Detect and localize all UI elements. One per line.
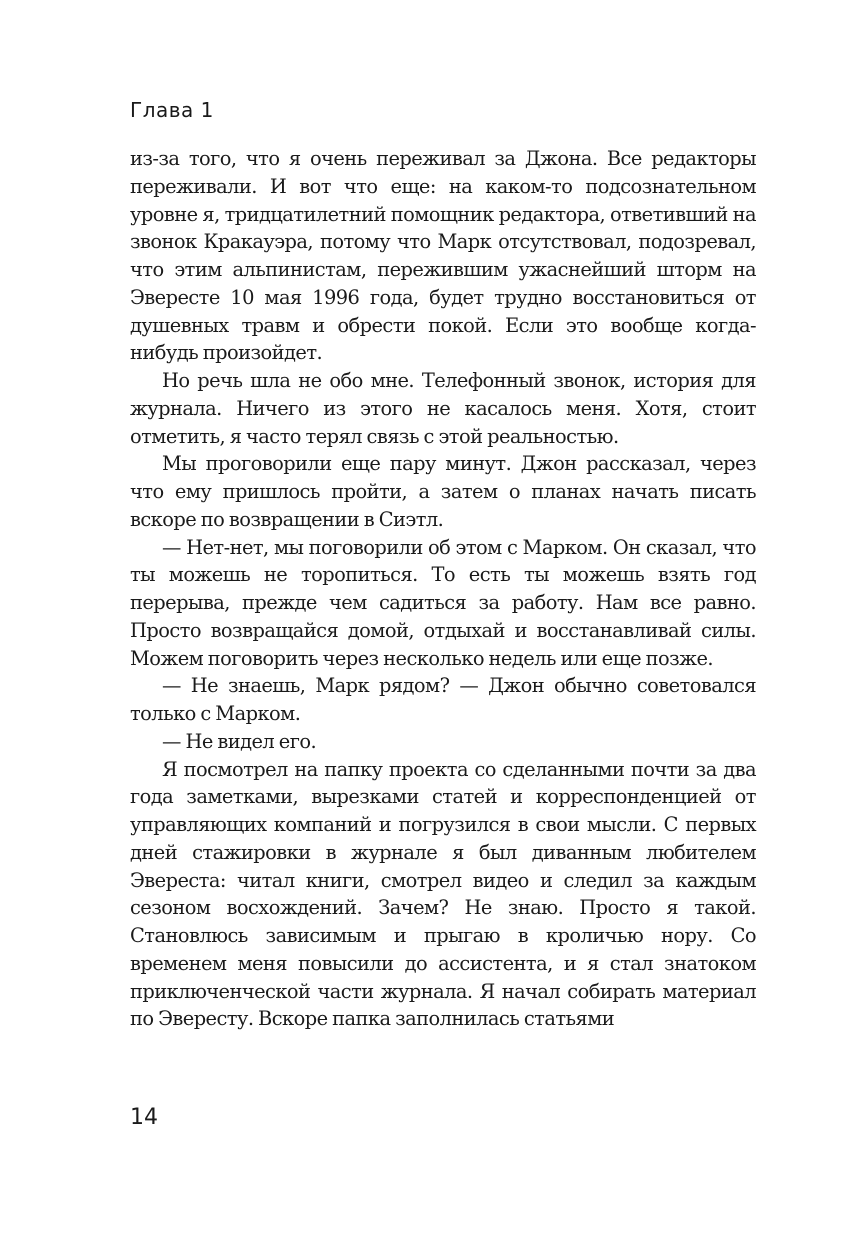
body-text (130, 145, 756, 1033)
dialogue-paragraph: — Не видел его. (162, 729, 317, 753)
page-number: 14 (130, 1105, 158, 1130)
paragraph: из-за того, что я очень переживал за Джона. Все редакторы переживали. И вот что еще: на каком-то подсознательном уровне я, тридцатилетний помощник редактора, ответивший на звонок Кракауэра, потому что Марк отсутствовал, подозревал, что этим альпинистам, пережившим ужаснейший шторм на Эвересте 10 мая 1996 года, будет трудно восстановиться от душевных травм и обрести покой. Если это вообще когда-нибудь произойдет. (130, 147, 756, 365)
paragraph: Я посмотрел на папку проекта со сделанными почти за два года заметками, вырезками статей и корреспонденцией от управляющих компаний и погрузился в свои мысли. С первых дней стажировки в журнале я был диванным любителем Эвереста: читал книги, смотрел видео и следил за каждым сезоном восхождений. Зачем? Не знаю. Просто я такой. Становлюсь зависимым и прыгаю в кроличью нору. Со временем меня повысили до ассистента, и я стал знатоком приключенческой части журнала. Я начал собирать материал по Эвересту. Вскоре папка заполнилась статьями (130, 757, 756, 1031)
paragraph: Но речь шла не обо мне. Телефонный звонок, история для журнала. Ничего из этого не касалось меня. Хотя, стоит отметить, я часто терял связь с этой реальностью. (130, 369, 756, 448)
dialogue-paragraph: — Нет-нет, мы поговорили об этом с Марком. Он сказал, что ты можешь не торопиться. То есть ты можешь взять год перерыва, прежде чем садиться за работу. Нам все равно. Просто возвращайся домой, отдыхай и восстанавливай силы. Можем поговорить через несколько недель или еще позже. (130, 535, 756, 670)
paragraph: Мы проговорили еще пару минут. Джон рассказал, через что ему пришлось пройти, а затем о планах начать писать вскоре по возвращении в Сиэтл. (130, 452, 756, 531)
dialogue-paragraph: — Не знаешь, Марк рядом? — Джон обычно советовался только с Марком. (130, 674, 756, 725)
chapter-heading: Глава 1 (130, 98, 214, 122)
